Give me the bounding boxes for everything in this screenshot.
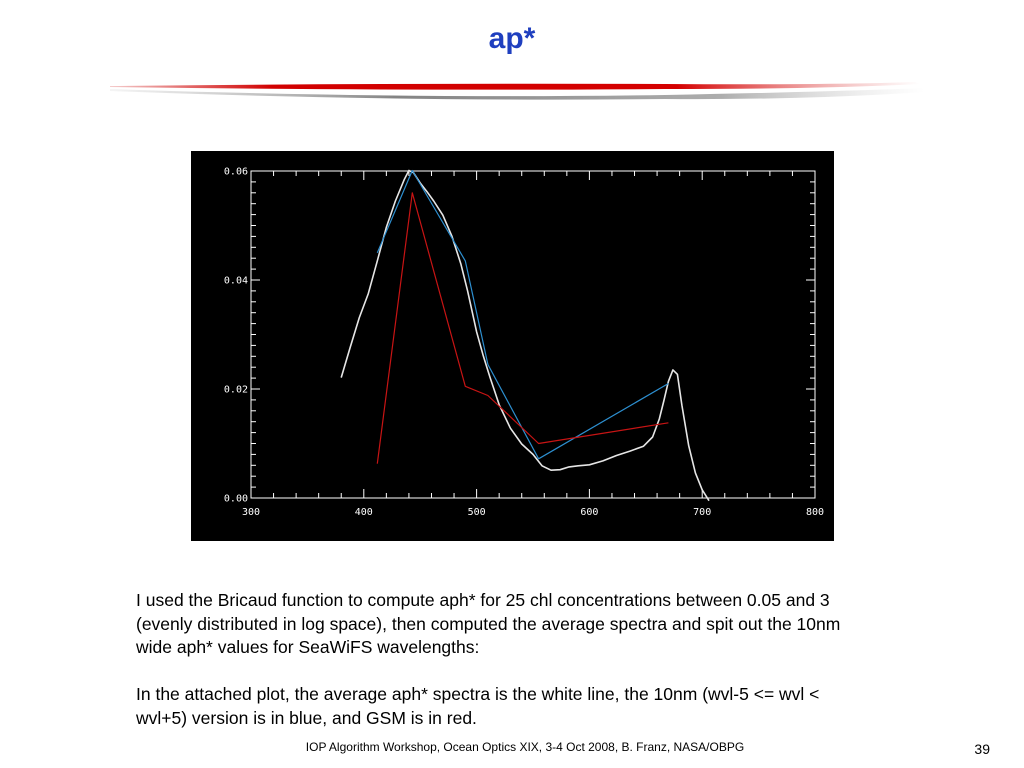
ten-nm-blue-line (377, 171, 668, 459)
footer: IOP Algorithm Workshop, Ocean Optics XIX, 3-4 Oct 2008, B. Franz, NASA/OBPG (305, 740, 745, 754)
x-tick-label: 300 (241, 507, 261, 518)
page-number: 39 (974, 741, 990, 757)
paragraph-legend: In the attached plot, the average aph* spectra is the white line, the 10nm (wvl-5 <= wvl < wvl+5) version is in blue, and GSM is in red. (136, 684, 820, 728)
x-tick-label: 800 (805, 507, 825, 518)
chart-svg (191, 151, 834, 541)
title-rule (105, 74, 935, 104)
title-rule-shadow (110, 88, 925, 100)
y-tick-label: 0.02 (223, 384, 248, 396)
y-tick-label: 0.00 (223, 493, 248, 505)
slide-title: ap* (488, 22, 536, 55)
x-tick-label: 500 (467, 507, 486, 518)
paragraph-method: I used the Bricaud function to compute aph* for 25 chl concentrations between 0.05 and 3 (evenly distributed in log space), then computed the average spectra and spit out the 10nm wide aph* values for SeaWiFS wavelengths: (136, 590, 841, 657)
y-tick-label: 0.04 (223, 275, 248, 287)
x-tick-label: 600 (580, 507, 599, 518)
body-text (136, 589, 856, 730)
aph-spectra-plot (191, 151, 834, 541)
x-tick-label: 400 (354, 507, 373, 518)
title-rule-red (110, 82, 920, 90)
y-tick-label: 0.06 (223, 166, 248, 178)
x-tick-label: 700 (693, 507, 712, 518)
average-aph-line (341, 171, 709, 501)
gsm-red-line (377, 193, 668, 464)
